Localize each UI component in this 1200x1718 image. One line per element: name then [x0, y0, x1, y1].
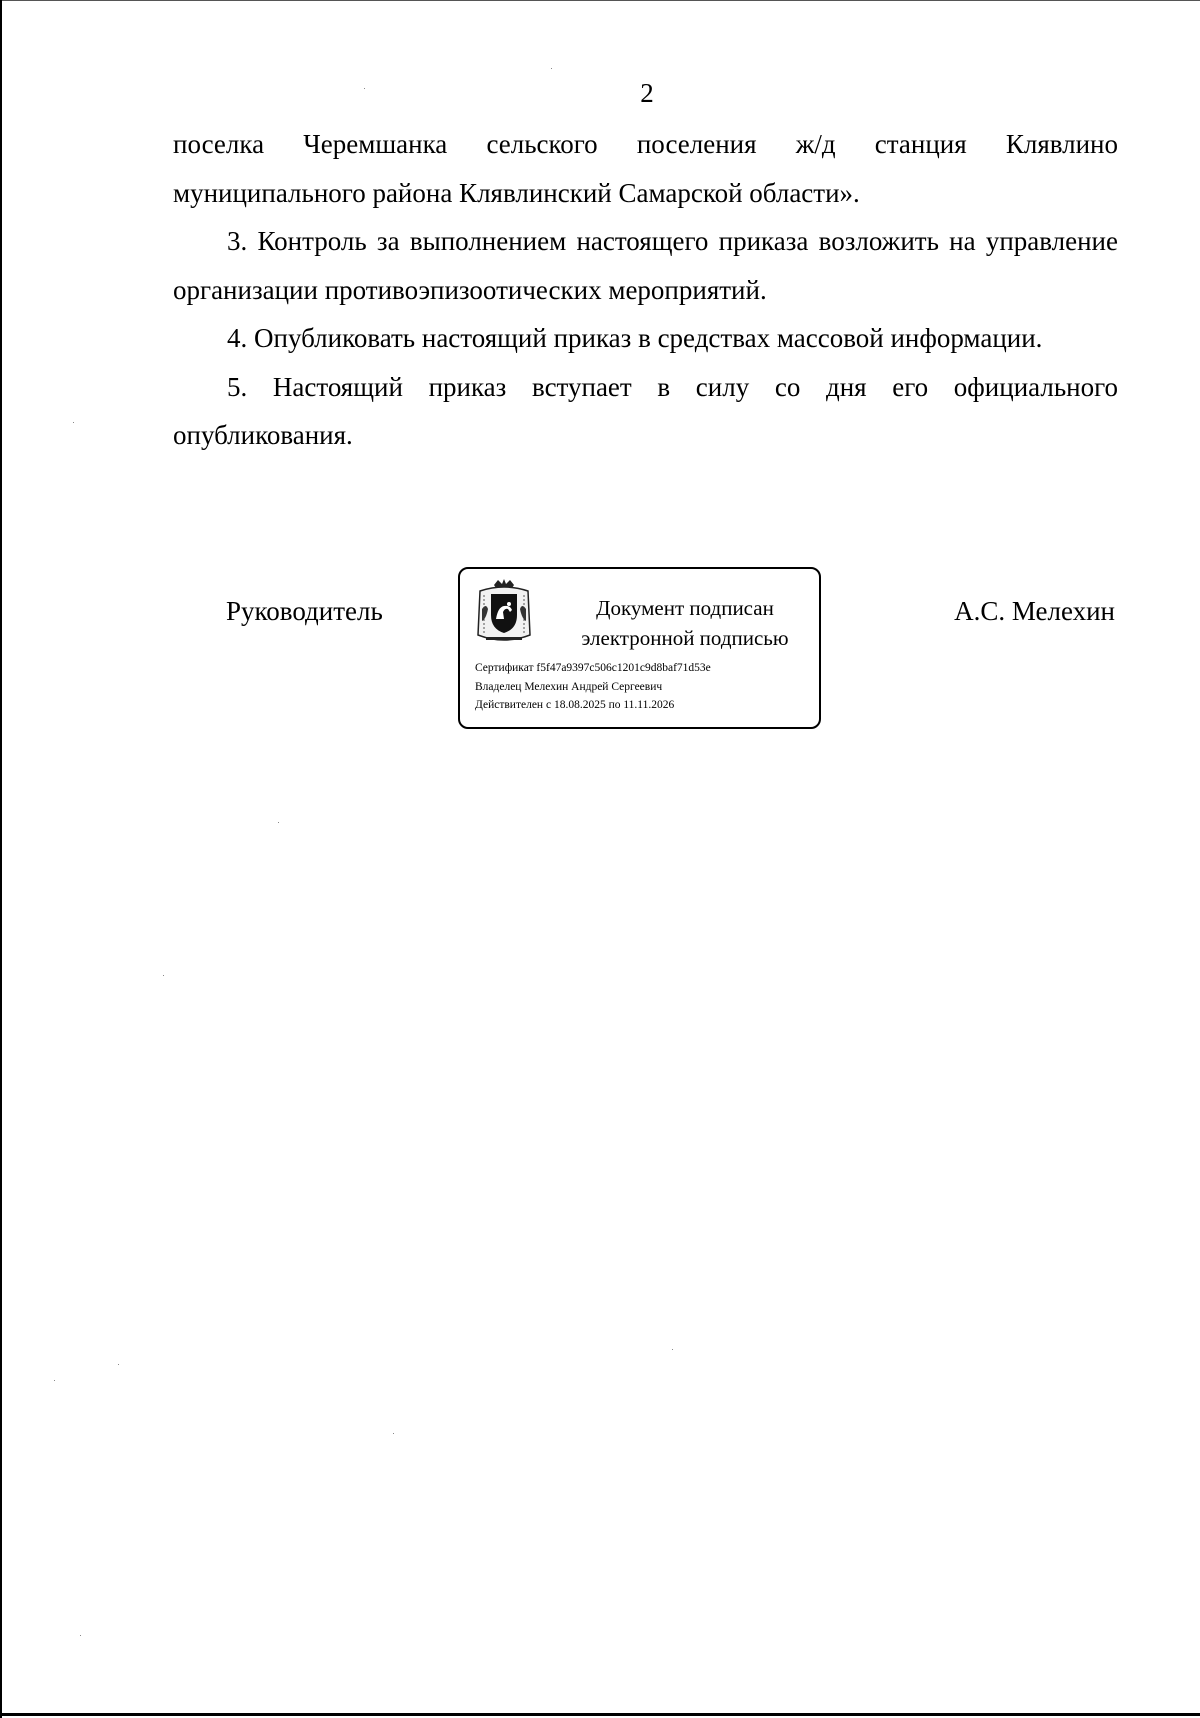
certificate-validity: Действителен с 18.08.2025 по 11.11.2026	[475, 699, 675, 711]
signature-block	[0, 566, 1200, 736]
scan-speck	[393, 1433, 394, 1434]
paragraph-item-3: 3. Контроль за выполнением настоящего приказа возложить на управление организации противоэпизоотических мероприятий.	[173, 226, 1118, 305]
page-number: 2	[640, 78, 654, 108]
paragraph-item-5: 5. Настоящий приказ вступает в силу со дня его официального опубликования.	[173, 371, 1118, 450]
certificate-owner: Владелец Мелехин Андрей Сергеевич	[475, 680, 663, 693]
scan-speck	[551, 68, 552, 69]
scan-speck	[163, 975, 164, 976]
scan-speck	[73, 422, 74, 423]
signer-role: Руководитель	[226, 596, 383, 626]
stamp-title-line-1: Документ подписан	[596, 596, 774, 620]
page-edge-left	[0, 0, 2, 1718]
scan-speck	[118, 1364, 119, 1365]
scan-speck	[278, 822, 279, 823]
coat-of-arms-icon	[474, 579, 534, 645]
signer-name: А.С. Мелехин	[954, 596, 1115, 626]
page-edge-bottom	[0, 1713, 1200, 1716]
paragraph-continuation-line-2: муниципального района Клявлинский Самарской области».	[173, 177, 860, 208]
electronic-signature-stamp	[458, 567, 821, 729]
certificate-number: Сертификат f5f47a9397c506c1201c9d8baf71d53e	[475, 662, 711, 674]
scan-speck	[364, 88, 365, 89]
page-edge-top	[0, 0, 1200, 1]
paragraph-item-4: 4. Опубликовать настоящий приказ в средствах массовой информации.	[227, 323, 1043, 353]
scan-speck	[80, 1635, 81, 1636]
stamp-details	[475, 659, 711, 715]
document-body	[173, 120, 1118, 460]
scan-speck	[672, 1349, 673, 1350]
paragraph-continuation-line-1: поселка Черемшанка сельского поселения ж/д станция Клявлино	[173, 129, 1118, 159]
stamp-title	[560, 593, 810, 653]
stamp-title-line-2: электронной подписью	[581, 626, 789, 650]
scan-speck	[54, 1380, 55, 1381]
